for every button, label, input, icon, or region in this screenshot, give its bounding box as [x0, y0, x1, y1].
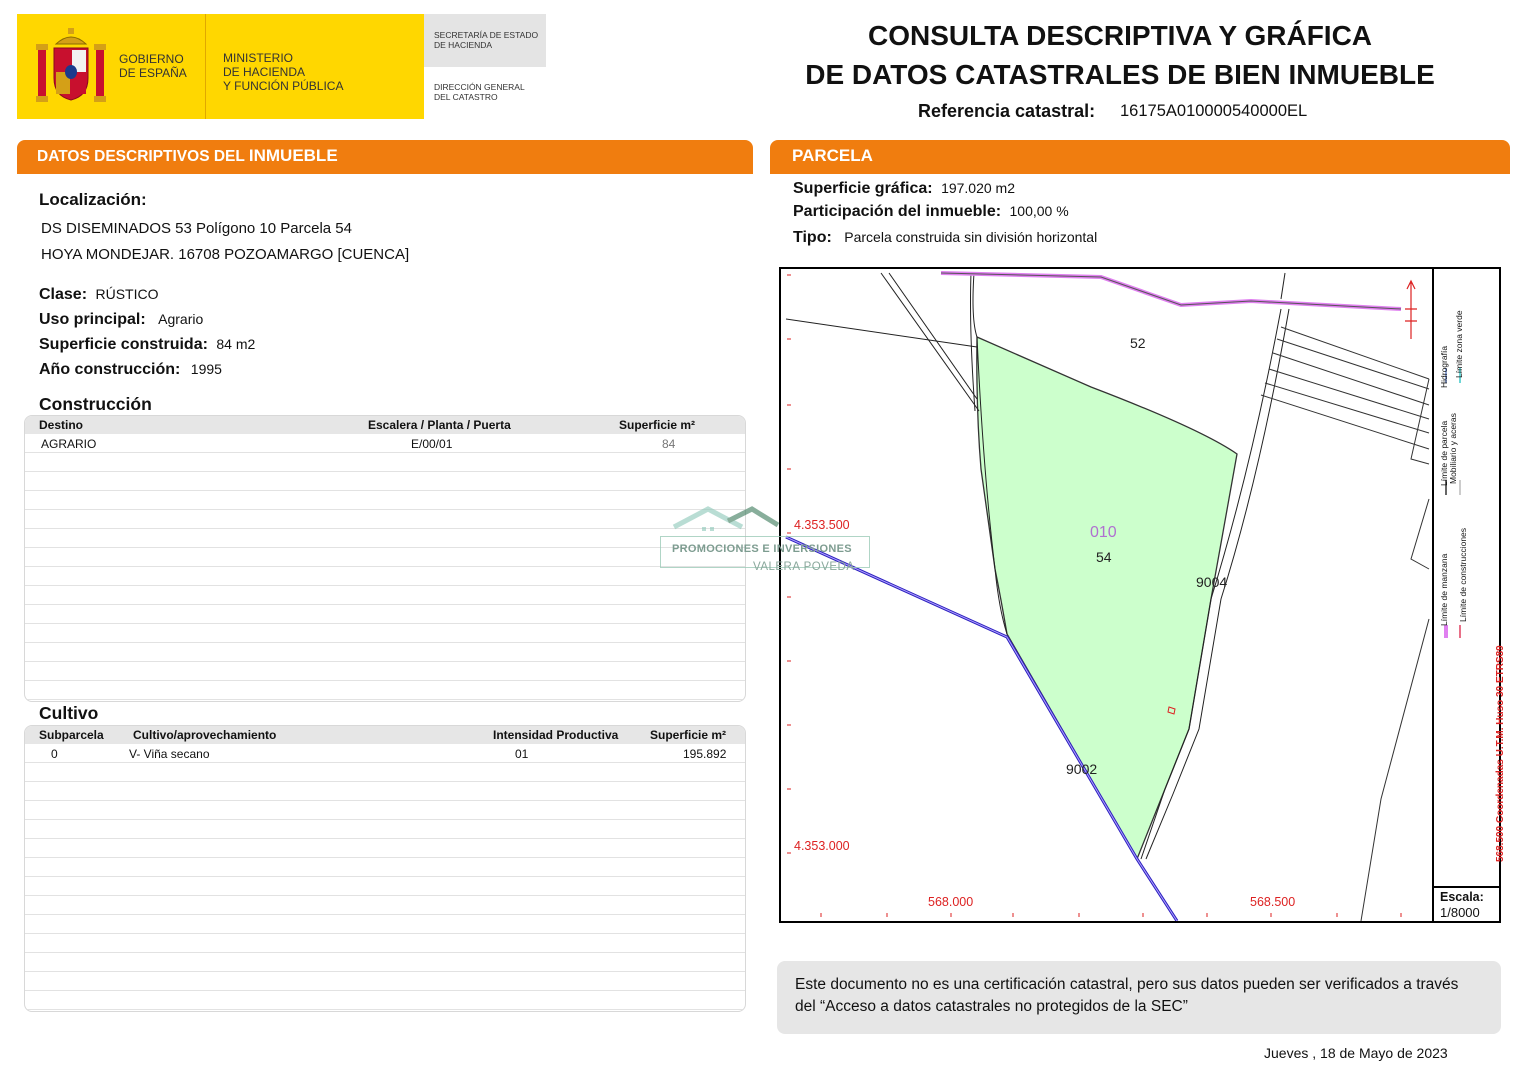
table-row-empty: [25, 934, 745, 953]
disclaimer-notice: Este documento no es una certificación catastral, pero sus datos pueden ser verificados a través del “Acceso a datos catastrales no protegidos de la SEC”: [777, 961, 1501, 1034]
page-title: CONSULTA DESCRIPTIVA Y GRÁFICA DE DATOS CATASTRALES DE BIEN INMUEBLE: [805, 20, 1435, 90]
table-row-empty: [25, 991, 745, 1010]
logo-divider: [205, 14, 206, 119]
localizacion-label: Localización:: [39, 190, 147, 209]
col-superficie: Superficie m²: [650, 728, 727, 742]
watermark-logo-icon: [668, 505, 788, 537]
legend-zona-verde: Límite zona verde: [1454, 310, 1464, 378]
table-row: [25, 744, 745, 763]
table-row-empty: [25, 972, 745, 991]
gobierno-text: GOBIERNO DE ESPAÑA: [119, 52, 187, 80]
col-intensidad: Intensidad Productiva: [493, 728, 619, 742]
col-escalera: Escalera / Planta / Puerta: [368, 418, 511, 432]
referencia-value: 16175A010000540000EL: [1120, 102, 1308, 120]
superficie-grafica-row: Superficie gráfica: 197.020 m2: [793, 180, 1016, 197]
table-row: [25, 434, 745, 453]
coat-of-arms-icon: [34, 26, 108, 106]
legend-separator: [1432, 267, 1434, 923]
map-parcel-number: 54: [1096, 549, 1112, 565]
map-label-9004: 9004: [1196, 574, 1228, 590]
superficie-construida-row: Superficie construida: 84 m2: [39, 336, 256, 353]
participacion-row: Participación del inmueble: 100,00 %: [793, 203, 1069, 220]
coord-system-label: 568.500 Coordenadas U.T.M. Huso 30 ETRS89: [1495, 645, 1506, 862]
parcel-map-drawing: [781, 269, 1432, 921]
table-row-empty: [25, 491, 745, 510]
map-parcel-code: 010: [1090, 524, 1117, 541]
legend-construcciones: Límite de construcciones: [1458, 527, 1468, 622]
table-row-empty: [25, 763, 745, 782]
watermark-line-2: VALERA POVEDA: [753, 561, 855, 573]
col-cultivo: Cultivo/aprovechamiento: [133, 728, 277, 742]
datos-descriptivos-bar: DATOS DESCRIPTIVOS DEL INMUEBLE: [17, 140, 753, 174]
map-label-9002: 9002: [1066, 761, 1098, 777]
table-row-empty: [25, 548, 745, 567]
table-row-empty: [25, 877, 745, 896]
uso-row: Uso principal: Agrario: [39, 311, 204, 328]
table-row-empty: [25, 662, 745, 681]
anio-row: Año construcción: 1995: [39, 361, 222, 378]
clase-row: Clase: RÚSTICO: [39, 286, 159, 303]
col-subparcela: Subparcela: [39, 728, 104, 742]
legend-hidrografia: Hidrografía: [1439, 345, 1449, 388]
cell-intensidad: 01: [515, 747, 529, 761]
direccion-text: DIRECCIÓN GENERAL DEL CATASTRO: [434, 82, 525, 102]
cell-destino: AGRARIO: [41, 437, 97, 451]
table-row-empty: [25, 782, 745, 801]
map-y-label-bottom: 4.353.000: [794, 839, 850, 853]
tipo-row: Tipo: Parcela construida sin división horizontal: [793, 229, 1098, 246]
cultivo-title: Cultivo: [39, 703, 99, 723]
escala-value: 1/8000: [1440, 905, 1480, 920]
document-date: Jueves , 18 de Mayo de 2023: [1264, 1045, 1448, 1061]
referencia-catastral: Referencia catastral:: [918, 101, 1096, 121]
cell-subparcela: 0: [51, 747, 58, 761]
construccion-title: Construcción: [39, 394, 152, 414]
table-row-empty: [25, 453, 745, 472]
table-row-empty: [25, 820, 745, 839]
cultivo-header: [25, 726, 745, 744]
ministerio-text: MINISTERIO DE HACIENDA Y FUNCIÓN PÚBLICA: [223, 51, 344, 93]
address-line-2: HOYA MONDEJAR. 16708 POZOAMARGO [CUENCA]: [41, 246, 410, 263]
cell-superficie: 84: [662, 437, 676, 451]
legend-mobiliario: Mobiliario y aceras: [1448, 413, 1458, 484]
table-row-empty: [25, 567, 745, 586]
cell-escalera: E/00/01: [411, 437, 453, 451]
legend-parcela: Límite de parcela: [1439, 420, 1449, 486]
construccion-table: [24, 415, 746, 702]
table-row-empty: [25, 858, 745, 877]
table-row-empty: [25, 472, 745, 491]
table-row-empty: [25, 510, 745, 529]
cell-superficie: 195.892: [683, 747, 727, 761]
table-row-empty: [25, 605, 745, 624]
construccion-header: [25, 416, 745, 434]
legend-manzana: Límite de manzana: [1439, 553, 1449, 626]
table-row-empty: [25, 624, 745, 643]
secretaria-text: SECRETARÍA DE ESTADO DE HACIENDA: [434, 30, 539, 50]
cell-cultivo: V- Viña secano: [129, 747, 210, 761]
table-row-empty: [25, 681, 745, 700]
table-row-empty: [25, 643, 745, 662]
table-row-empty: [25, 586, 745, 605]
table-row-empty: [25, 896, 745, 915]
map-y-label-top: 4.353.500: [794, 518, 850, 532]
col-destino: Destino: [39, 418, 84, 432]
col-superficie: Superficie m²: [619, 418, 696, 432]
map-label-52: 52: [1130, 335, 1146, 351]
map-x-label-right: 568.500: [1250, 895, 1296, 909]
parcela-bar: PARCELA: [770, 140, 1510, 174]
legend-escala-line: [1434, 886, 1501, 888]
table-row-empty: [25, 953, 745, 972]
map-x-label-left: 568.000: [928, 895, 974, 909]
table-row-empty: [25, 915, 745, 934]
table-row-empty: [25, 801, 745, 820]
address-line-1: DS DISEMINADOS 53 Polígono 10 Parcela 54: [41, 220, 352, 237]
watermark-line-1: PROMOCIONES E INVERSIONES: [672, 543, 852, 555]
escala-label: Escala:: [1440, 890, 1484, 904]
cultivo-table: [24, 725, 746, 1012]
table-row-empty: [25, 839, 745, 858]
table-row-empty: [25, 529, 745, 548]
